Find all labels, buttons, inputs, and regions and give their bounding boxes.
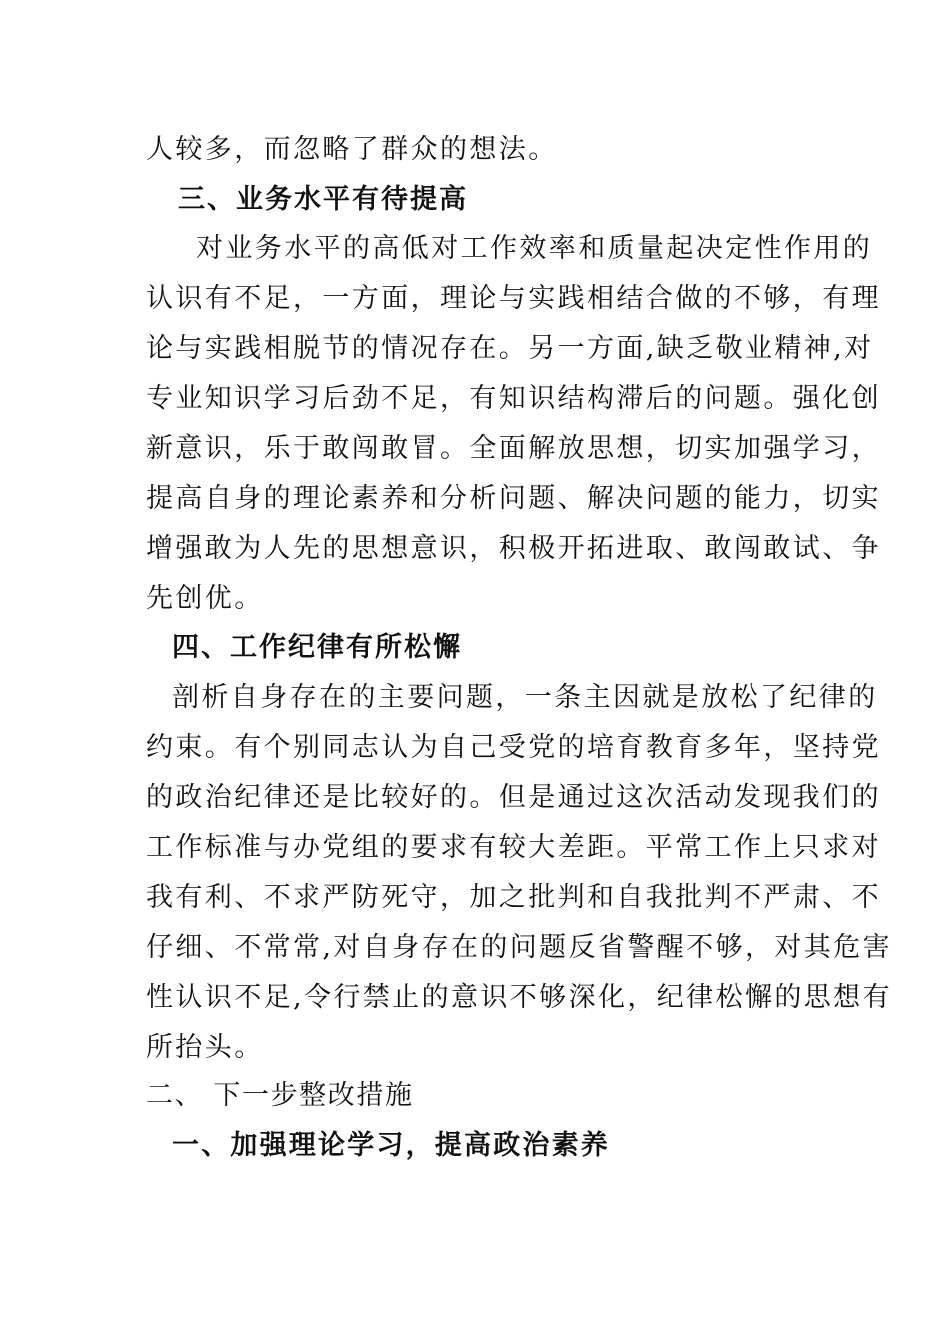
- paragraph-line: 认识有不足，一方面，理论与实践相结合做的不够，有理: [146, 283, 881, 314]
- paragraph-line: 剖析自身存在的主要问题，一条主因就是放松了纪律的: [172, 682, 878, 713]
- section-heading-work-discipline: 四、工作纪律有所松懈: [172, 632, 462, 663]
- paragraph-line: 我有利、不求严防死守，加之批判和自我批判不严肃、不: [146, 882, 881, 913]
- paragraph-line: 所抬头。: [146, 1032, 264, 1063]
- paragraph-line: 增强敢为人先的思想意识，积极开拓进取、敢闯敢试、争: [146, 533, 881, 564]
- section-heading-next-steps: 二、 下一步整改措施: [146, 1080, 414, 1111]
- paragraph-line: 先创优。: [146, 583, 264, 614]
- subsection-heading-theory-study: 一、加强理论学习，提高政治素养: [172, 1130, 610, 1161]
- paragraph-line: 的政治纪律还是比较好的。但是通过这次活动发现我们的: [146, 782, 881, 813]
- paragraph-line: 仔细、不常常,对自身存在的问题反省警醒不够，对其危害: [146, 932, 892, 963]
- paragraph-line: 约束。有个别同志认为自己受党的培育教育多年，坚持党: [146, 732, 881, 763]
- paragraph-line: 工作标准与办党组的要求有较大差距。平常工作上只求对: [146, 832, 881, 863]
- section-heading-business-level: 三、业务水平有待提高: [178, 184, 468, 215]
- paragraph-line: 对业务水平的高低对工作效率和质量起决定性作用的: [196, 233, 873, 264]
- paragraph-line: 论与实践相脱节的情况存在。另一方面,缺乏敬业精神,对: [146, 333, 874, 364]
- paragraph-line: 提高自身的理论素养和分析问题、解决问题的能力，切实: [146, 483, 881, 514]
- paragraph-line: 性认识不足,令行禁止的意识不够深化，纪律松懈的思想有: [146, 982, 892, 1013]
- paragraph-line: 新意识，乐于敢闯敢冒。全面解放思想，切实加强学习，: [146, 433, 881, 464]
- paragraph-line: 人较多，而忽略了群众的想法。: [146, 134, 558, 165]
- paragraph-line: 专业知识学习后劲不足，有知识结构滞后的问题。强化创: [146, 383, 881, 414]
